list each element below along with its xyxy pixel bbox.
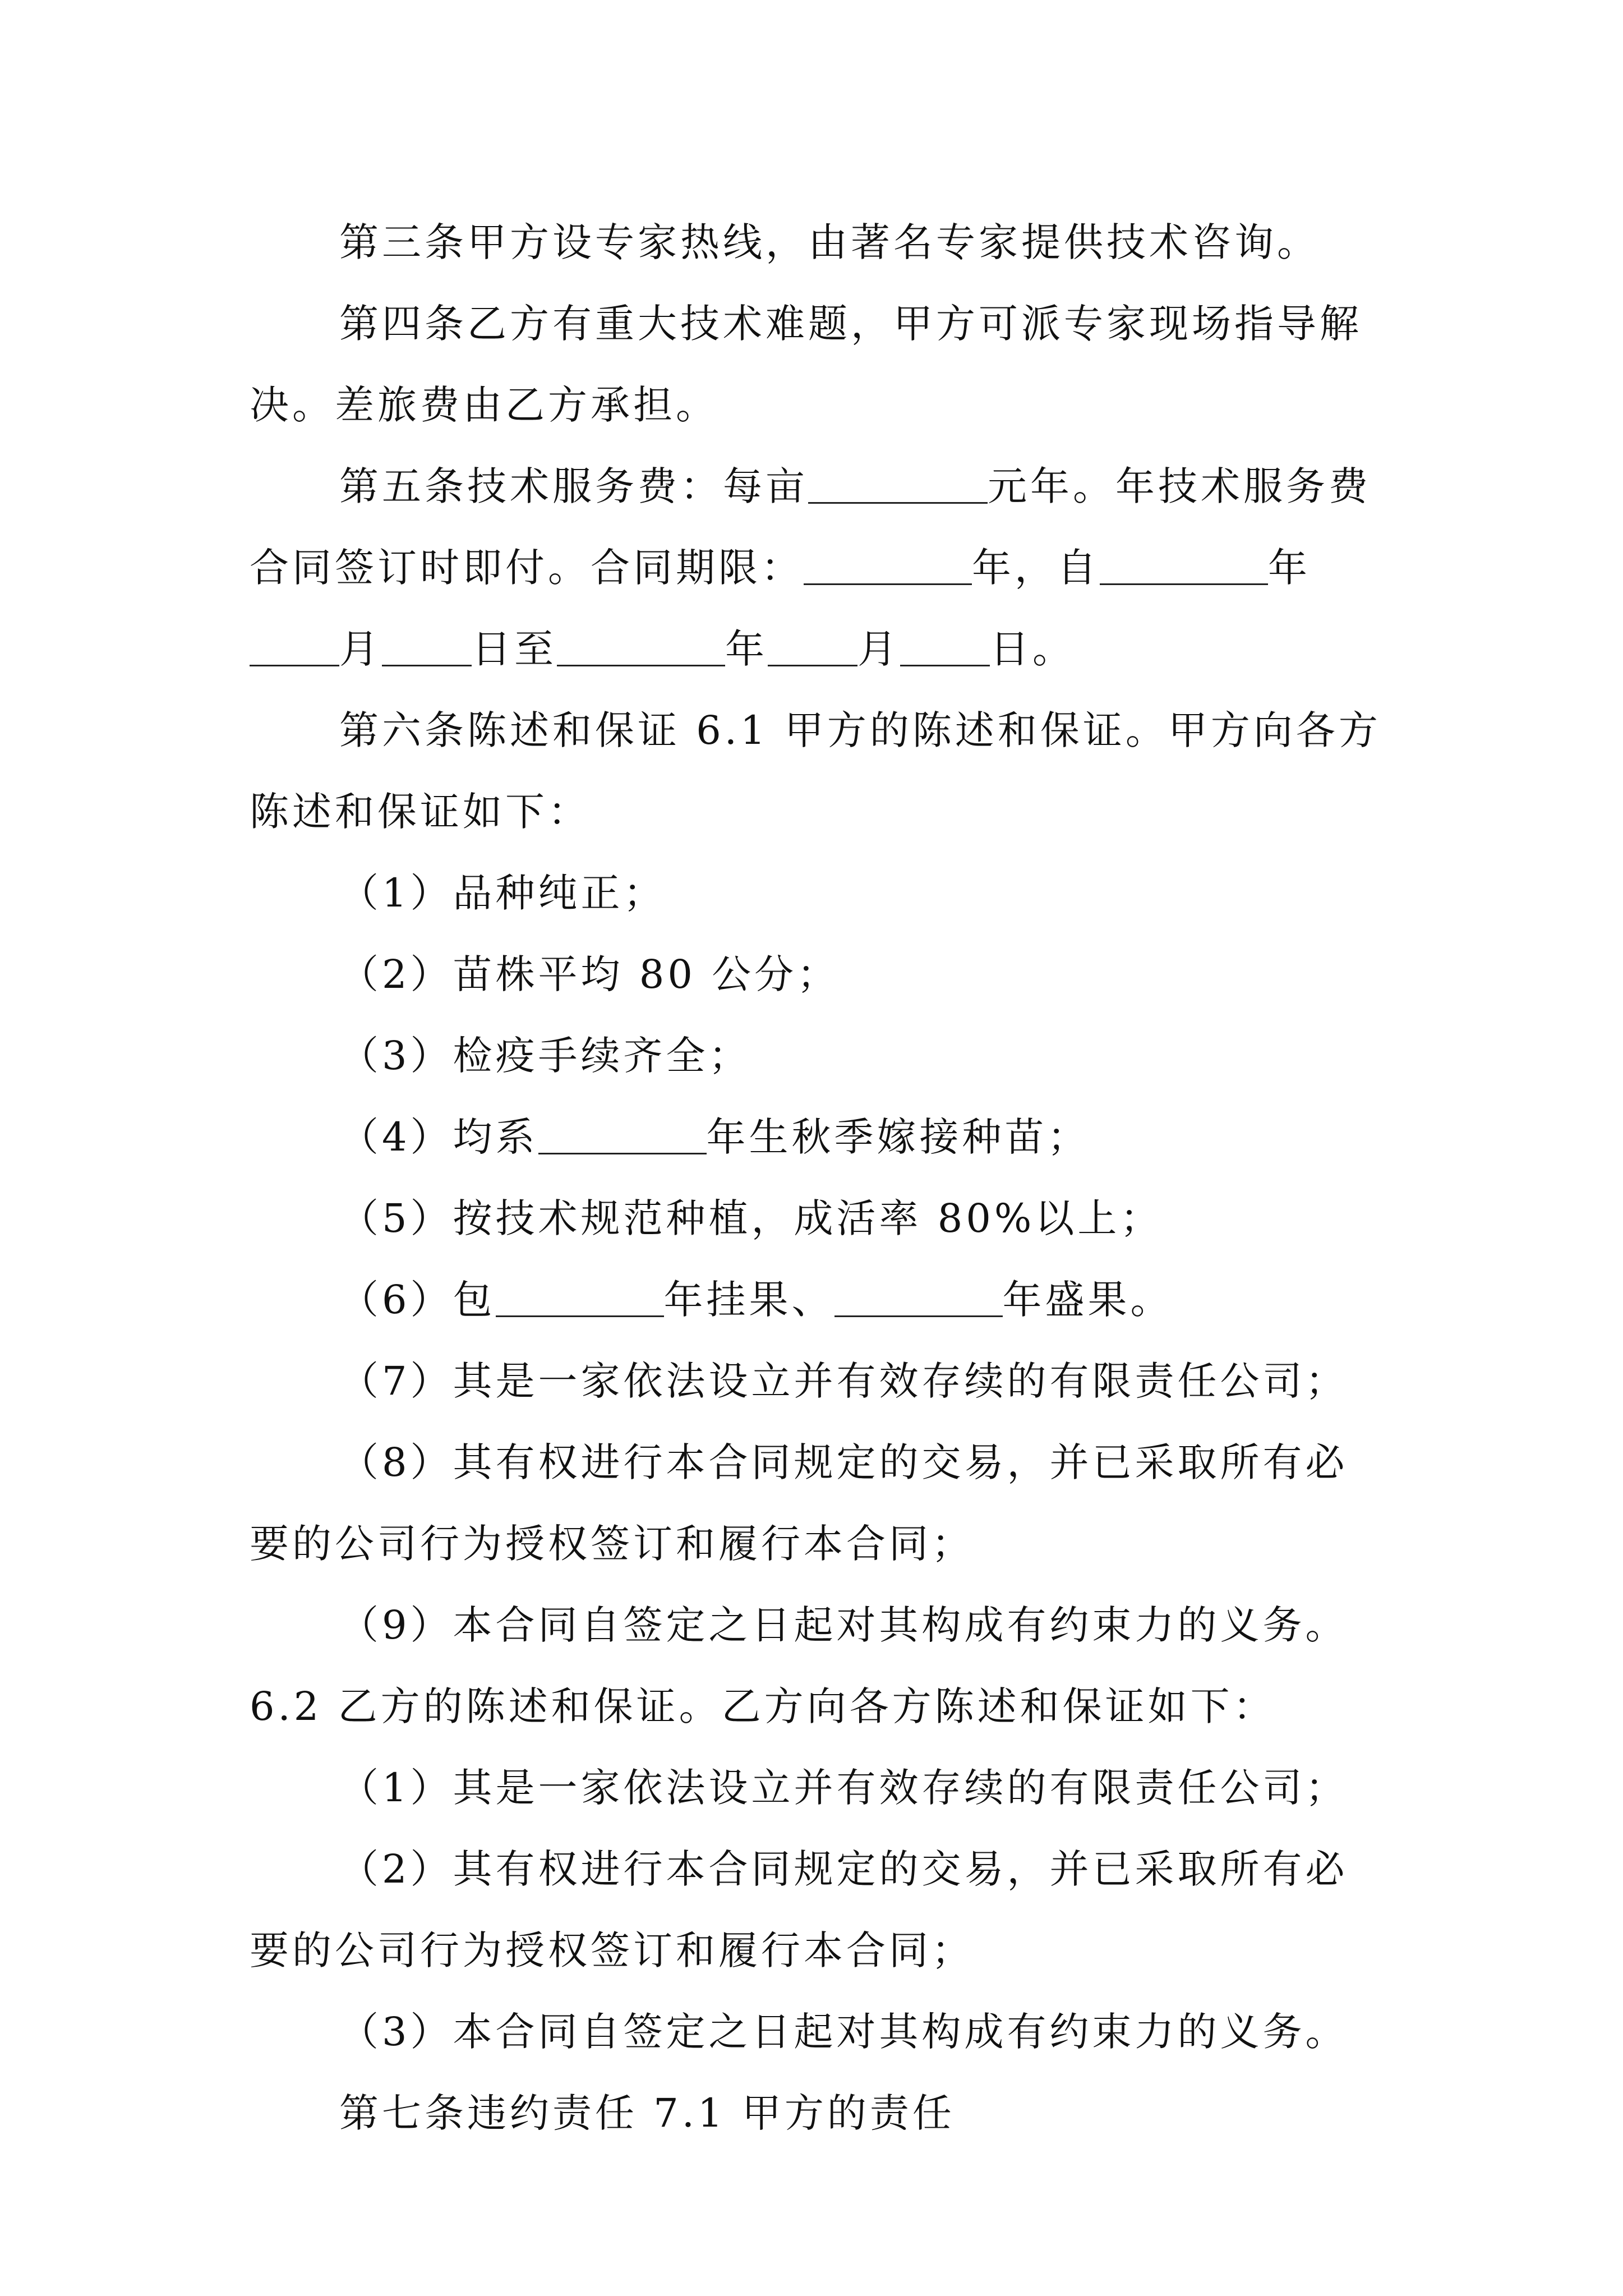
art5-text-d: 年	[1268, 545, 1311, 591]
art5-text-i: 日。	[990, 626, 1075, 672]
article-6-intro: 第六条陈述和保证 6.1 甲方的陈述和保证。甲方向各方陈述和保证如下：	[250, 707, 1381, 835]
art5-text-g: 年	[725, 626, 768, 672]
art5-text-a: 第五条技术服务费：每亩	[339, 463, 808, 509]
list-a-item-6	[250, 1259, 1388, 1341]
list-b-item-2: （2）其有权进行本合同规定的交易，并已采取所有必要的公司行为授权签订和履行本合同；	[250, 1846, 1348, 1973]
art5-text-e: 月	[339, 626, 382, 672]
list-b-item-1: （1）其是一家依法设立并有效存续的有限责任公司；	[339, 1765, 1348, 1811]
art5-text-b: 元年。年技术服务费合同签订时即付。合同期限：	[250, 463, 1371, 591]
list-a-item-2: （2）苗株平均 80 公分；	[339, 951, 840, 997]
article-4: 第四条乙方有重大技术难题，甲方可派专家现场指导解决。差旅费由乙方承担。	[250, 301, 1362, 428]
art5-text-f: 日至	[472, 626, 557, 672]
list-a-item-7: （7）其是一家依法设立并有效存续的有限责任公司；	[339, 1358, 1348, 1404]
start-year-blank	[1100, 544, 1268, 585]
art5-text-c: 年，自	[972, 545, 1100, 591]
list-a-item-6-b: 年挂果、	[663, 1277, 834, 1323]
seedling-year-blank	[538, 1114, 707, 1154]
start-day-blank	[382, 625, 472, 666]
article-7: 第七条违约责任 7.1 甲方的责任	[339, 2090, 955, 2136]
fee-per-mu-blank	[808, 463, 988, 504]
article-5	[250, 446, 1388, 690]
list-a-item-4-a: （4）均系	[339, 1114, 538, 1160]
start-month-blank	[250, 625, 339, 666]
list-a-item-4	[250, 1097, 1388, 1178]
list-a-item-5: （5）按技术规范种植，成活率 80%以上；	[339, 1195, 1163, 1241]
list-b-item-3: （3）本合同自签定之日起对其构成有约束力的义务。	[339, 2009, 1348, 2055]
end-day-blank	[900, 625, 990, 666]
list-a-item-3: （3）检疫手续齐全；	[339, 1033, 751, 1079]
list-a-item-9: （9）本合同自签定之日起对其构成有约束力的义务。6.2 乙方的陈述和保证。乙方向各方陈述和保证如下：	[250, 1602, 1348, 1729]
fruiting-year-blank	[496, 1276, 664, 1317]
list-a-item-6-a: （6）包	[339, 1277, 496, 1323]
end-month-blank	[768, 625, 857, 666]
list-a-item-4-b: 年生秋季嫁接种苗；	[706, 1114, 1090, 1160]
list-a-item-6-c: 年盛果。	[1002, 1277, 1173, 1323]
document-body	[250, 202, 1388, 2154]
full-fruit-year-blank	[834, 1276, 1003, 1317]
term-years-blank	[804, 544, 972, 585]
end-year-blank	[557, 625, 725, 666]
list-a-item-8: （8）其有权进行本合同规定的交易，并已采取所有必要的公司行为授权签订和履行本合同；	[250, 1439, 1348, 1567]
list-a-item-1: （1）品种纯正；	[339, 870, 666, 916]
art5-text-h: 月	[857, 626, 900, 672]
article-3: 第三条甲方设专家热线，由著名专家提供技术咨询。	[339, 219, 1320, 265]
